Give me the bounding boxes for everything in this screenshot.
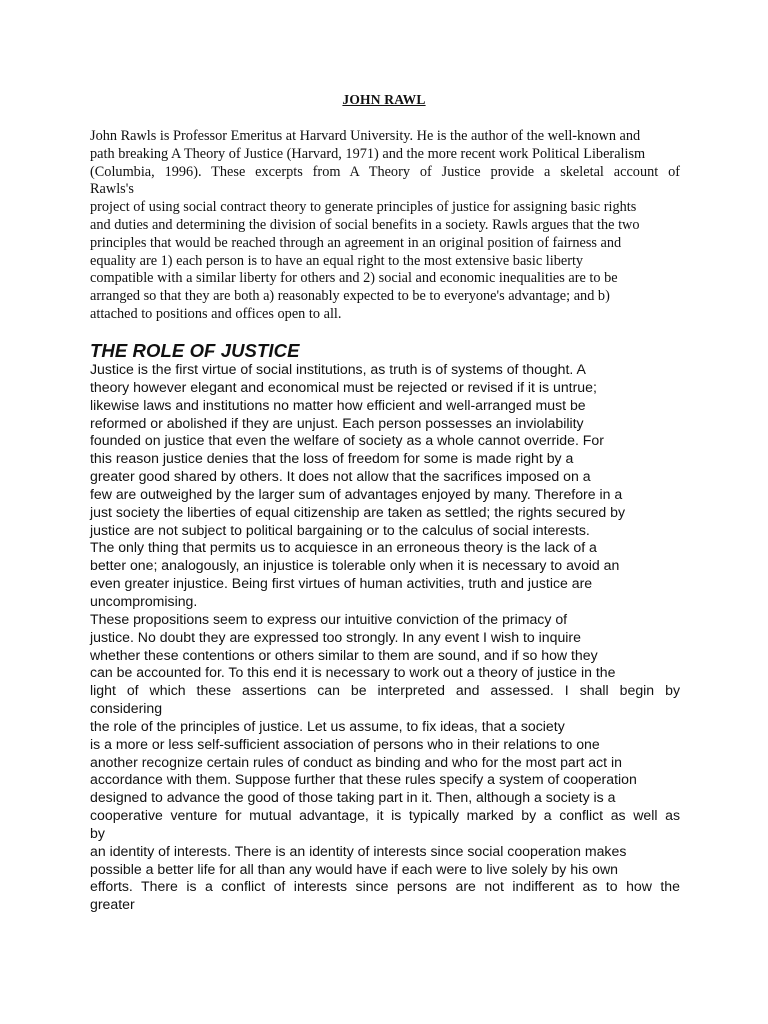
body-line: Justice is the first virtue of social institutions, as truth is of systems of thought. A <box>90 361 586 377</box>
intro-line: compatible with a similar liberty for others and 2) social and economic inequalities are to be <box>90 270 618 287</box>
intro-line: Rawls's <box>90 181 134 198</box>
body-text <box>90 361 680 914</box>
section-heading: THE ROLE OF JUSTICE <box>90 340 300 361</box>
body-line: efforts. There is a conflict of interests since persons are not indifferent as to how the <box>90 878 680 895</box>
body-line: accordance with them. Suppose further that these rules specify a system of cooperation <box>90 771 637 788</box>
body-line: greater <box>90 896 135 913</box>
body-line: possible a better life for all than any would have if each were to live solely by his own <box>90 860 619 877</box>
body-line: founded on justice that even the welfare of society as a whole cannot override. For <box>90 432 604 449</box>
body-line: even greater injustice. Being first virtues of human activities, truth and justice are <box>90 575 593 592</box>
body-line: light of which these assertions can be interpreted and assessed. I shall begin by <box>90 682 680 699</box>
intro-line: equality are 1) each person is to have an equal right to the most extensive basic liberty <box>90 252 584 269</box>
intro-line: (Columbia, 1996). These excerpts from A Theory of Justice provide a skeletal account of <box>90 163 680 180</box>
document-title: JOHN RAWL <box>342 92 426 107</box>
intro-line: arranged so that they are both a) reasonably expected to be to everyone's advantage; and b) <box>90 288 610 305</box>
body-line: better one; analogously, an injustice is tolerable only when it is necessary to avoid an <box>90 557 620 574</box>
body-line: this reason justice denies that the loss of freedom for some is made right by a <box>90 450 574 467</box>
body-line: few are outweighed by the larger sum of advantages enjoyed by many. Therefore in a <box>90 485 623 502</box>
body-line: uncompromising. <box>90 592 198 609</box>
body-line: greater good shared by others. It does not allow that the sacrifices imposed on a <box>90 468 591 485</box>
body-line: The only thing that permits us to acquiesce in an erroneous theory is the lack of a <box>90 539 597 556</box>
body-line: just society the liberties of equal citizenship are taken as settled; the rights secured by <box>90 503 626 520</box>
body-line: is a more or less self-sufficient association of persons who in their relations to one <box>90 735 600 752</box>
body-line: reformed or abolished if they are unjust. Each person possesses an inviolability <box>90 414 584 431</box>
intro-line: and duties and determining the division of social benefits in a society. Rawls argues that the two <box>90 216 640 233</box>
body-line: by <box>90 824 105 841</box>
body-line: justice are not subject to political bargaining or to the calculus of social interests. <box>90 521 590 538</box>
body-line: These propositions seem to express our intuitive conviction of the primacy of <box>90 610 568 627</box>
intro-line: attached to positions and offices open to all. <box>90 305 342 322</box>
body-line: theory however elegant and economical must be rejected or revised if it is untrue; <box>90 378 597 395</box>
intro-line: path breaking A Theory of Justice (Harvard, 1971) and the more recent work Political Liberalism <box>90 145 646 162</box>
body-line: whether these contentions or others similar to them are sound, and if so how they <box>90 646 598 663</box>
body-line: cooperative venture for mutual advantage, it is typically marked by a conflict as well as <box>90 807 680 824</box>
body-line: justice. No doubt they are expressed too strongly. In any event I wish to inquire <box>90 628 581 645</box>
intro-line: principles that would be reached through an agreement in an original position of fairness and <box>90 234 622 251</box>
intro-line: John Rawls is Professor Emeritus at Harvard University. He is the author of the well-known and <box>90 128 641 144</box>
body-line: another recognize certain rules of conduct as binding and who for the most part act in <box>90 753 622 770</box>
body-line: the role of the principles of justice. Let us assume, to fix ideas, that a society <box>90 717 565 734</box>
intro-line: project of using social contract theory to generate principles of justice for assigning basic rights <box>90 199 637 216</box>
body-line: considering <box>90 700 163 717</box>
body-line: an identity of interests. There is an identity of interests since social cooperation makes <box>90 842 627 859</box>
intro-paragraph <box>90 128 680 324</box>
body-line: can be accounted for. To this end it is necessary to work out a theory of justice in the <box>90 664 616 681</box>
body-line: likewise laws and institutions no matter how efficient and well-arranged must be <box>90 396 586 413</box>
body-line: designed to advance the good of those taking part in it. Then, although a society is a <box>90 789 616 806</box>
